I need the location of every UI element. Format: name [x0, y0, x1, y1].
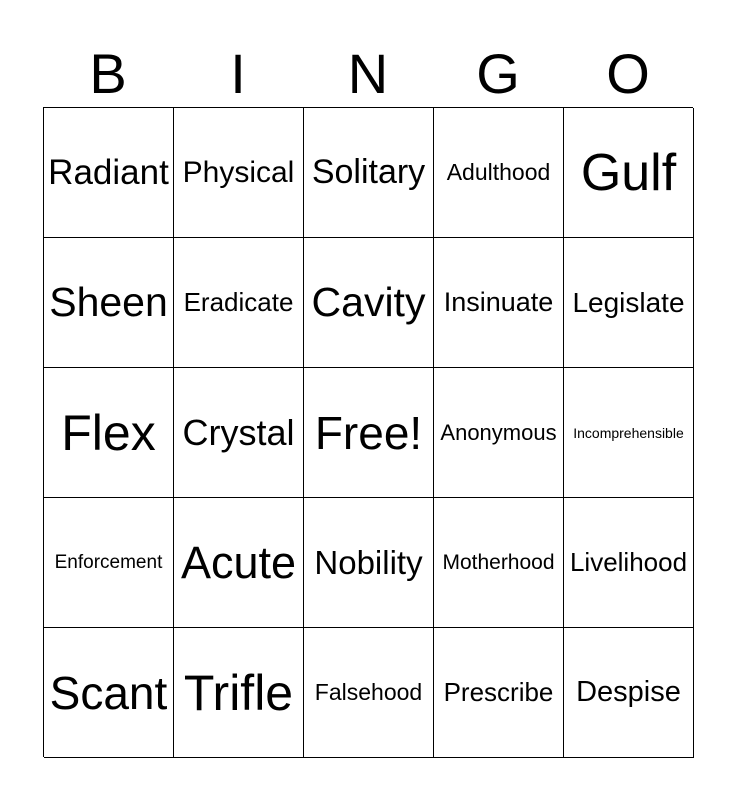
bingo-cell[interactable]: [174, 238, 304, 368]
bingo-cell free-space[interactable]: [304, 368, 434, 498]
bingo-cell[interactable]: [434, 628, 564, 758]
bingo-cell[interactable]: [44, 368, 174, 498]
bingo-cell[interactable]: [174, 498, 304, 628]
bingo-cell[interactable]: [304, 238, 434, 368]
bingo-cell[interactable]: [304, 108, 434, 238]
cell-word: Insinuate: [443, 287, 554, 317]
bingo-cell[interactable]: [44, 108, 174, 238]
cell-word: Acute: [180, 536, 297, 588]
cell-word: Incomprehensible: [573, 424, 684, 441]
bingo-cell[interactable]: [304, 628, 434, 758]
bingo-cell[interactable]: [434, 368, 564, 498]
cell-word: Scant: [49, 666, 168, 719]
header-letter-n: N: [347, 42, 389, 105]
header-letter-o: O: [606, 42, 650, 105]
cell-word: Radiant: [48, 152, 169, 192]
bingo-cell[interactable]: [44, 628, 174, 758]
cell-word: Solitary: [311, 153, 426, 191]
cell-word: Legislate: [572, 286, 685, 318]
bingo-cell[interactable]: [174, 368, 304, 498]
cell-word: Gulf: [580, 143, 677, 202]
bingo-cell[interactable]: [564, 628, 694, 758]
bingo-header: [43, 42, 693, 106]
cell-word: Cavity: [311, 279, 426, 325]
bingo-cell[interactable]: [44, 238, 174, 368]
bingo-board: [43, 107, 693, 757]
cell-word: Motherhood: [442, 550, 555, 574]
bingo-cell[interactable]: [434, 108, 564, 238]
cell-word: Enforcement: [54, 551, 163, 573]
cell-word: Physical: [182, 155, 295, 189]
cell-word: Adulthood: [446, 159, 551, 185]
cell-word: Trifle: [183, 664, 294, 721]
header-letter-b: B: [89, 42, 127, 105]
cell-word: Anonymous: [440, 419, 557, 445]
bingo-cell[interactable]: [174, 628, 304, 758]
bingo-cell[interactable]: [564, 368, 694, 498]
bingo-cell[interactable]: [434, 498, 564, 628]
cell-word: Nobility: [314, 543, 423, 581]
cell-word: Prescribe: [443, 677, 554, 707]
cell-word: Flex: [61, 404, 156, 461]
cell-word: Falsehood: [314, 679, 423, 705]
bingo-cell[interactable]: [564, 108, 694, 238]
bingo-cell[interactable]: [304, 498, 434, 628]
free-space-label: Free!: [314, 406, 423, 459]
cell-word: Eradicate: [183, 287, 294, 317]
header-letter-g: G: [476, 42, 520, 105]
cell-word: Crystal: [182, 411, 295, 453]
bingo-cell[interactable]: [44, 498, 174, 628]
header-letter-i: I: [230, 42, 246, 105]
cell-word: Livelihood: [569, 547, 688, 577]
bingo-cell[interactable]: [434, 238, 564, 368]
cell-word: Sheen: [49, 279, 168, 325]
bingo-cell[interactable]: [564, 238, 694, 368]
bingo-cell[interactable]: [174, 108, 304, 238]
cell-word: Despise: [576, 676, 681, 708]
bingo-cell[interactable]: [564, 498, 694, 628]
